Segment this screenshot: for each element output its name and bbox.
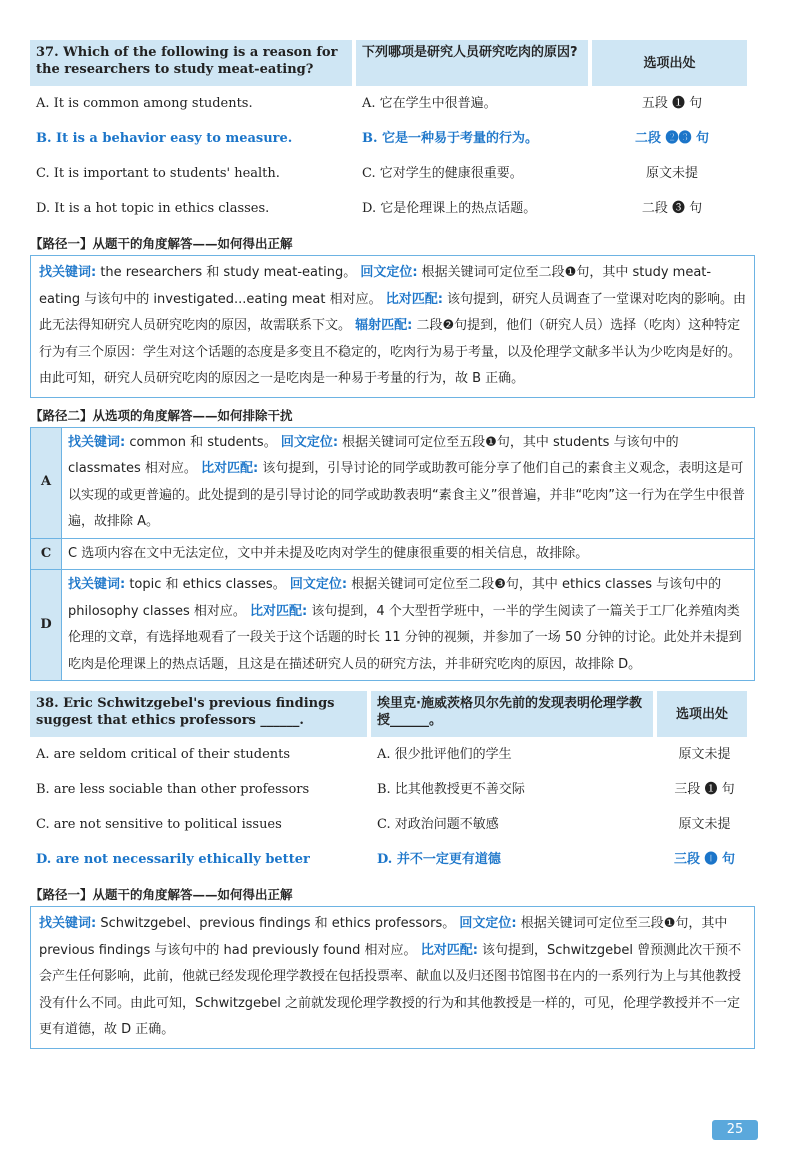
q37-option-a-src: 五段 ❶ 句 [641,96,703,111]
text: topic 和 ethics classes。 [125,577,286,592]
text: common 和 students。 [125,434,277,450]
kw-compare: 比对匹配: [420,942,478,958]
q37-option-a-en: A. It is common among students. [36,96,253,111]
path2-table-37 [30,427,755,682]
q37-option-a-zh: A. 它在学生中很普遍。 [362,96,497,111]
q37-option-c-en: C. It is important to students' health. [36,166,280,181]
q37-option-b-en: B. It is a behavior easy to measure. [36,131,293,146]
kw-compare: 比对匹配: [250,603,308,619]
q37-question-en: 37. Which of the following is a reason for the researchers to study meat-eating? [30,40,352,86]
text: the researchers 和 study meat-eating。 [96,265,357,280]
path1-title-37: 【路径一】从题干的角度解答——如何得出正解 [30,236,293,251]
option-label-c: C [31,538,62,570]
q37-source-header: 选项出处 [592,40,747,86]
kw-locate: 回文定位: [459,916,517,931]
q37-option-d-src: 二段 ❸ 句 [641,201,703,216]
text: 根据关键词可定位至二段❶句，其中 study meat-eating 与该句中的 investigated...eating meat 相对应。 [39,265,712,307]
kw-compare: 比对匹配: [201,461,259,476]
text: Schwitzgebel、previous findings 和 ethics professors。 [96,916,456,931]
q38-option-a-src: 原文未提 [678,747,731,762]
kw-radiate: 辐射匹配: [355,318,413,333]
path2-title-37: 【路径二】从选项的角度解答——如何排除干扰 [30,407,293,423]
q38-option-d-src: 三段 ❶ 句 [673,852,736,867]
page-number: 25 [712,1120,758,1140]
q37-table [26,40,751,226]
q38-option-b-en: B. are less sociable than other professors [36,782,310,797]
kw-find-keywords: 找关键词: [68,434,126,450]
option-analysis-a [62,427,755,538]
q38-option-d-en: D. are not necessarily ethically better [36,852,310,867]
q38-option-c-src: 原文未提 [678,817,731,832]
kw-compare: 比对匹配: [385,291,443,307]
q37-option-b-zh: B. 它是一种易于考量的行为。 [362,131,539,146]
path1-title-38: 【路径一】从题干的角度解答——如何得出正解 [30,887,293,902]
option-label-d: D [31,570,62,681]
q38-option-b-zh: B. 比其他教授更不善交际 [377,782,525,797]
q38-option-a-en: A. are seldom critical of their students [36,747,291,762]
kw-find-keywords: 找关键词: [68,577,126,592]
q38-question-zh: 埃里克·施威茨格贝尔先前的发现表明伦理学教授______。 [371,691,653,737]
option-analysis-d [62,570,755,681]
text: 根据关键词可定位至二段❸句，其中 ethics classes 与该句中的 philosophy classes 相对应。 [68,577,722,619]
q37-option-c-zh: C. 它对学生的健康很重要。 [362,166,523,181]
q37-option-d-zh: D. 它是伦理课上的热点话题。 [362,201,537,216]
q38-option-c-en: C. are not sensitive to political issues [36,817,282,832]
q38-question-en: 38. Eric Schwitzgebel's previous findings suggest that ethics professors ______. [30,691,367,737]
kw-find-keywords: 找关键词: [39,265,97,280]
q37-option-b-src: 二段 ❷❸ 句 [634,131,710,146]
text: 该句提到，引导讨论的同学或助教可能分享了他们自己的素食主义观念，表明这是可以实现的或更普遍的。此处提到的是引导讨论的同学或助教表明“素食主义”很普遍，并非“吃肉”这一行为在学生中很普遍，故排除 A。 [68,461,745,529]
q38-option-c-zh: C. 对政治问题不敏感 [377,817,499,832]
text: 该句提到，4 个大型哲学班中，一半的学生阅读了一篇关于工厂化养殖肉类伦理的文章，有选择地观看了一段关于这个话题的时长 11 分钟的视频，并参加了一场 50 分钟的讨论。此处并未提到吃肉是伦理课上的热点话题，且这是在描述研究人员的研究方法，并非研究吃肉的原因，故排除 D。 [68,603,742,672]
page-content [30,40,755,1049]
text: 根据关键词可定位至三段❶句，其中 previous findings 与该句中的 had previously found 相对应。 [39,916,728,958]
text: 该句提到，Schwitzgebel 曾预测此次干预不会产生任何影响，此前，他就已经发现伦理学教授在包括投票率、献血以及归还图书馆图书在内的一系列行为上与其他教授没有什么不同。由此可知，Schwitzgebel 之前就发现伦理学教授的行为和其他教授是一样的，可见，伦理学教授并不一定更有道德，故 D 正确。 [39,942,742,1037]
q38-option-a-zh: A. 很少批评他们的学生 [377,747,512,762]
text: 该句提到，研究人员调查了一堂课对吃肉的影响。由此无法得知研究人员研究吃肉的原因，故需联系下文。 [39,291,747,333]
kw-locate: 回文定位: [289,577,348,592]
q38-table [26,691,751,877]
q38-option-d-zh: D. 并不一定更有道德 [377,852,501,867]
text: 根据关键词可定位至五段❶句，其中 students 与该句中的 classmates 相对应。 [68,434,679,476]
text: 二段❷句提到，他们（研究人员）选择（吃肉）这种特定行为有三个原因：学生对这个话题的态度是多变且不稳定的，吃肉行为易于考量，以及伦理学文献多半认为少吃肉是好的。由此可知，研究人员研究吃肉的原因之一是吃肉是一种易于考量的行为，故 B 正确。 [39,318,742,386]
path1-box-37 [30,255,755,398]
q37-option-c-src: 原文未提 [645,166,698,181]
kw-find-keywords: 找关键词: [39,916,97,931]
kw-locate: 回文定位: [360,265,418,280]
q37-question-zh: 下列哪项是研究人员研究吃肉的原因? [356,40,588,86]
option-analysis-c: C 选项内容在文中无法定位，文中并未提及吃肉对学生的健康很重要的相关信息，故排除。 [62,538,755,570]
q37-option-d-en: D. It is a hot topic in ethics classes. [36,201,270,216]
q38-option-b-src: 三段 ❶ 句 [674,782,735,797]
q38-source-header: 选项出处 [657,691,747,737]
option-label-a: A [31,427,62,538]
path1-box-38 [30,906,755,1049]
kw-locate: 回文定位: [280,434,339,450]
